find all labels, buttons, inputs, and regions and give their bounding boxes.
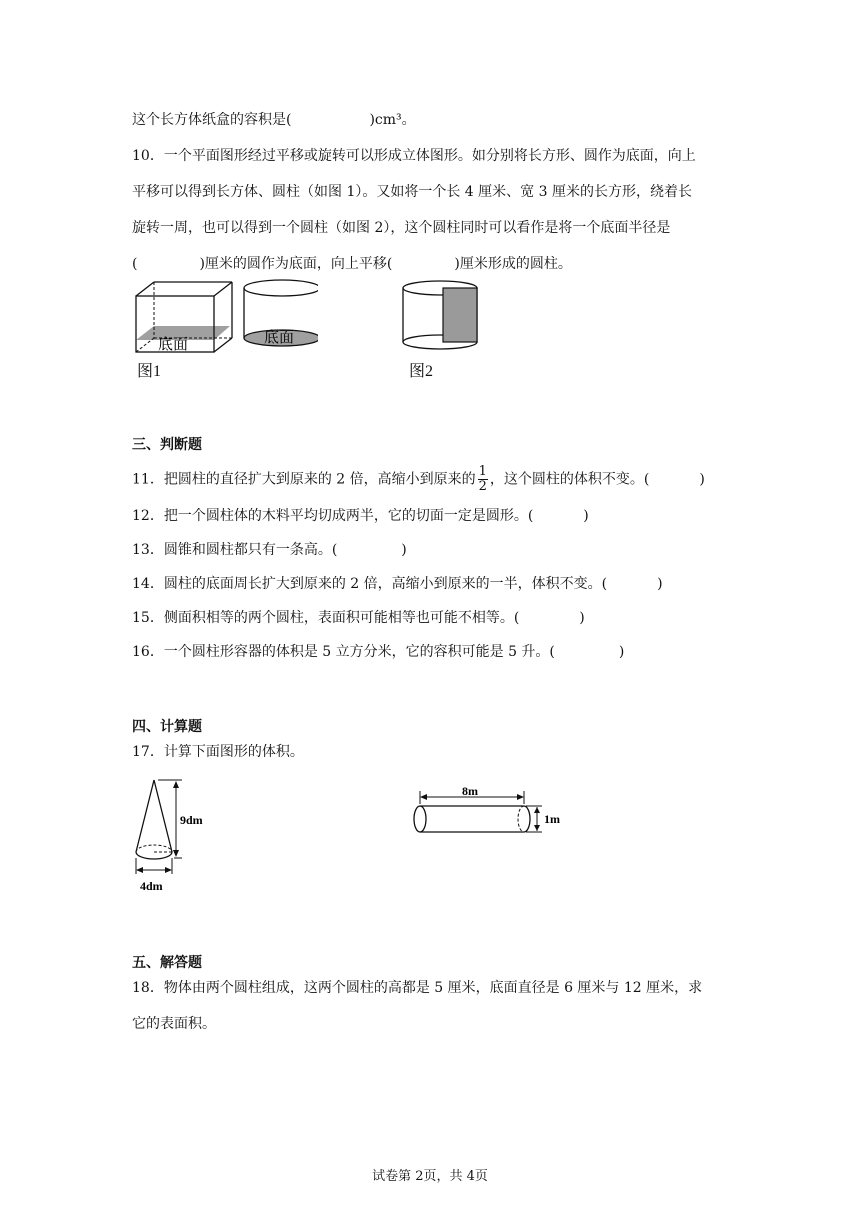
- cylinder-base-label: 底面: [264, 330, 295, 346]
- cone-diameter-label: 4dm: [140, 879, 163, 893]
- q9-tail: [132, 110, 416, 130]
- q15: 15．侧面积相等的两个圆柱，表面积可能相等也可能不相等。( ): [132, 610, 585, 626]
- q17: 17．计算下面图形的体积。: [132, 744, 304, 760]
- cylinder-length-label: 8m: [462, 785, 478, 798]
- cylinder-diameter-label: 1m: [544, 812, 560, 826]
- fig2-caption: 图2: [409, 363, 434, 380]
- cone-figure: [128, 770, 238, 895]
- q12: 12．把一个圆柱体的木料平均切成两半，它的切面一定是圆形。( ): [132, 508, 589, 524]
- cuboid-base-label: 底面: [158, 337, 189, 353]
- fig1-caption: 图1: [137, 363, 162, 380]
- q10-line-2: 平移可以得到长方体、圆柱（如图 1）。又如将一个长 4 厘米、宽 3 厘米的长方形，绕着长: [132, 184, 692, 200]
- q11: 11．把圆柱的直径扩大到原来的 2 倍，高缩小到原来的 $\frac{1}{2}$ ，这个圆柱的体积不变。( ): [132, 464, 705, 494]
- q10-line-1: 10．一个平面图形经过平移或旋转可以形成立体图形。如分别将长方形、圆作为底面，向上: [132, 148, 696, 164]
- section-4-title: 四、计算题: [132, 719, 202, 735]
- rotating-rectangle: [443, 288, 477, 342]
- q18-line-2: 它的表面积。: [132, 1016, 216, 1032]
- q16: 16．一个圆柱形容器的体积是 5 立方分米，它的容积可能是 5 升。( ): [132, 644, 625, 660]
- cone-height-label: 9dm: [180, 813, 203, 827]
- q13: 13．圆锥和圆柱都只有一条高。( ): [132, 542, 407, 558]
- q9-unit: )cm³。: [369, 112, 416, 128]
- cylinder-top: [244, 280, 318, 296]
- q9-text: 这个长方体纸盒的容积是(: [132, 112, 292, 128]
- q10-line-4: ( )厘米的圆作为底面，向上平移( )厘米形成的圆柱。: [132, 256, 572, 272]
- q10-line-3: 旋转一周，也可以得到一个圆柱（如图 2），这个圆柱同时可以看作是将一个底面半径是: [132, 220, 671, 236]
- q11-fraction: $\frac{1}{2}$: [478, 464, 487, 494]
- q14: 14．圆柱的底面周长扩大到原来的 2 倍，高缩小到原来的一半，体积不变。( ): [132, 576, 663, 592]
- section-5-title: 五、解答题: [132, 955, 202, 971]
- q18-line-1: 18．物体由两个圆柱组成，这两个圆柱的高都是 5 厘米，底面直径是 6 厘米与 12 厘米，求: [132, 980, 703, 996]
- section-3-title: 三、判断题: [132, 437, 202, 453]
- cylinder-figure: [406, 785, 586, 840]
- page-footer: 试卷第 2页，共 4页: [372, 1169, 488, 1184]
